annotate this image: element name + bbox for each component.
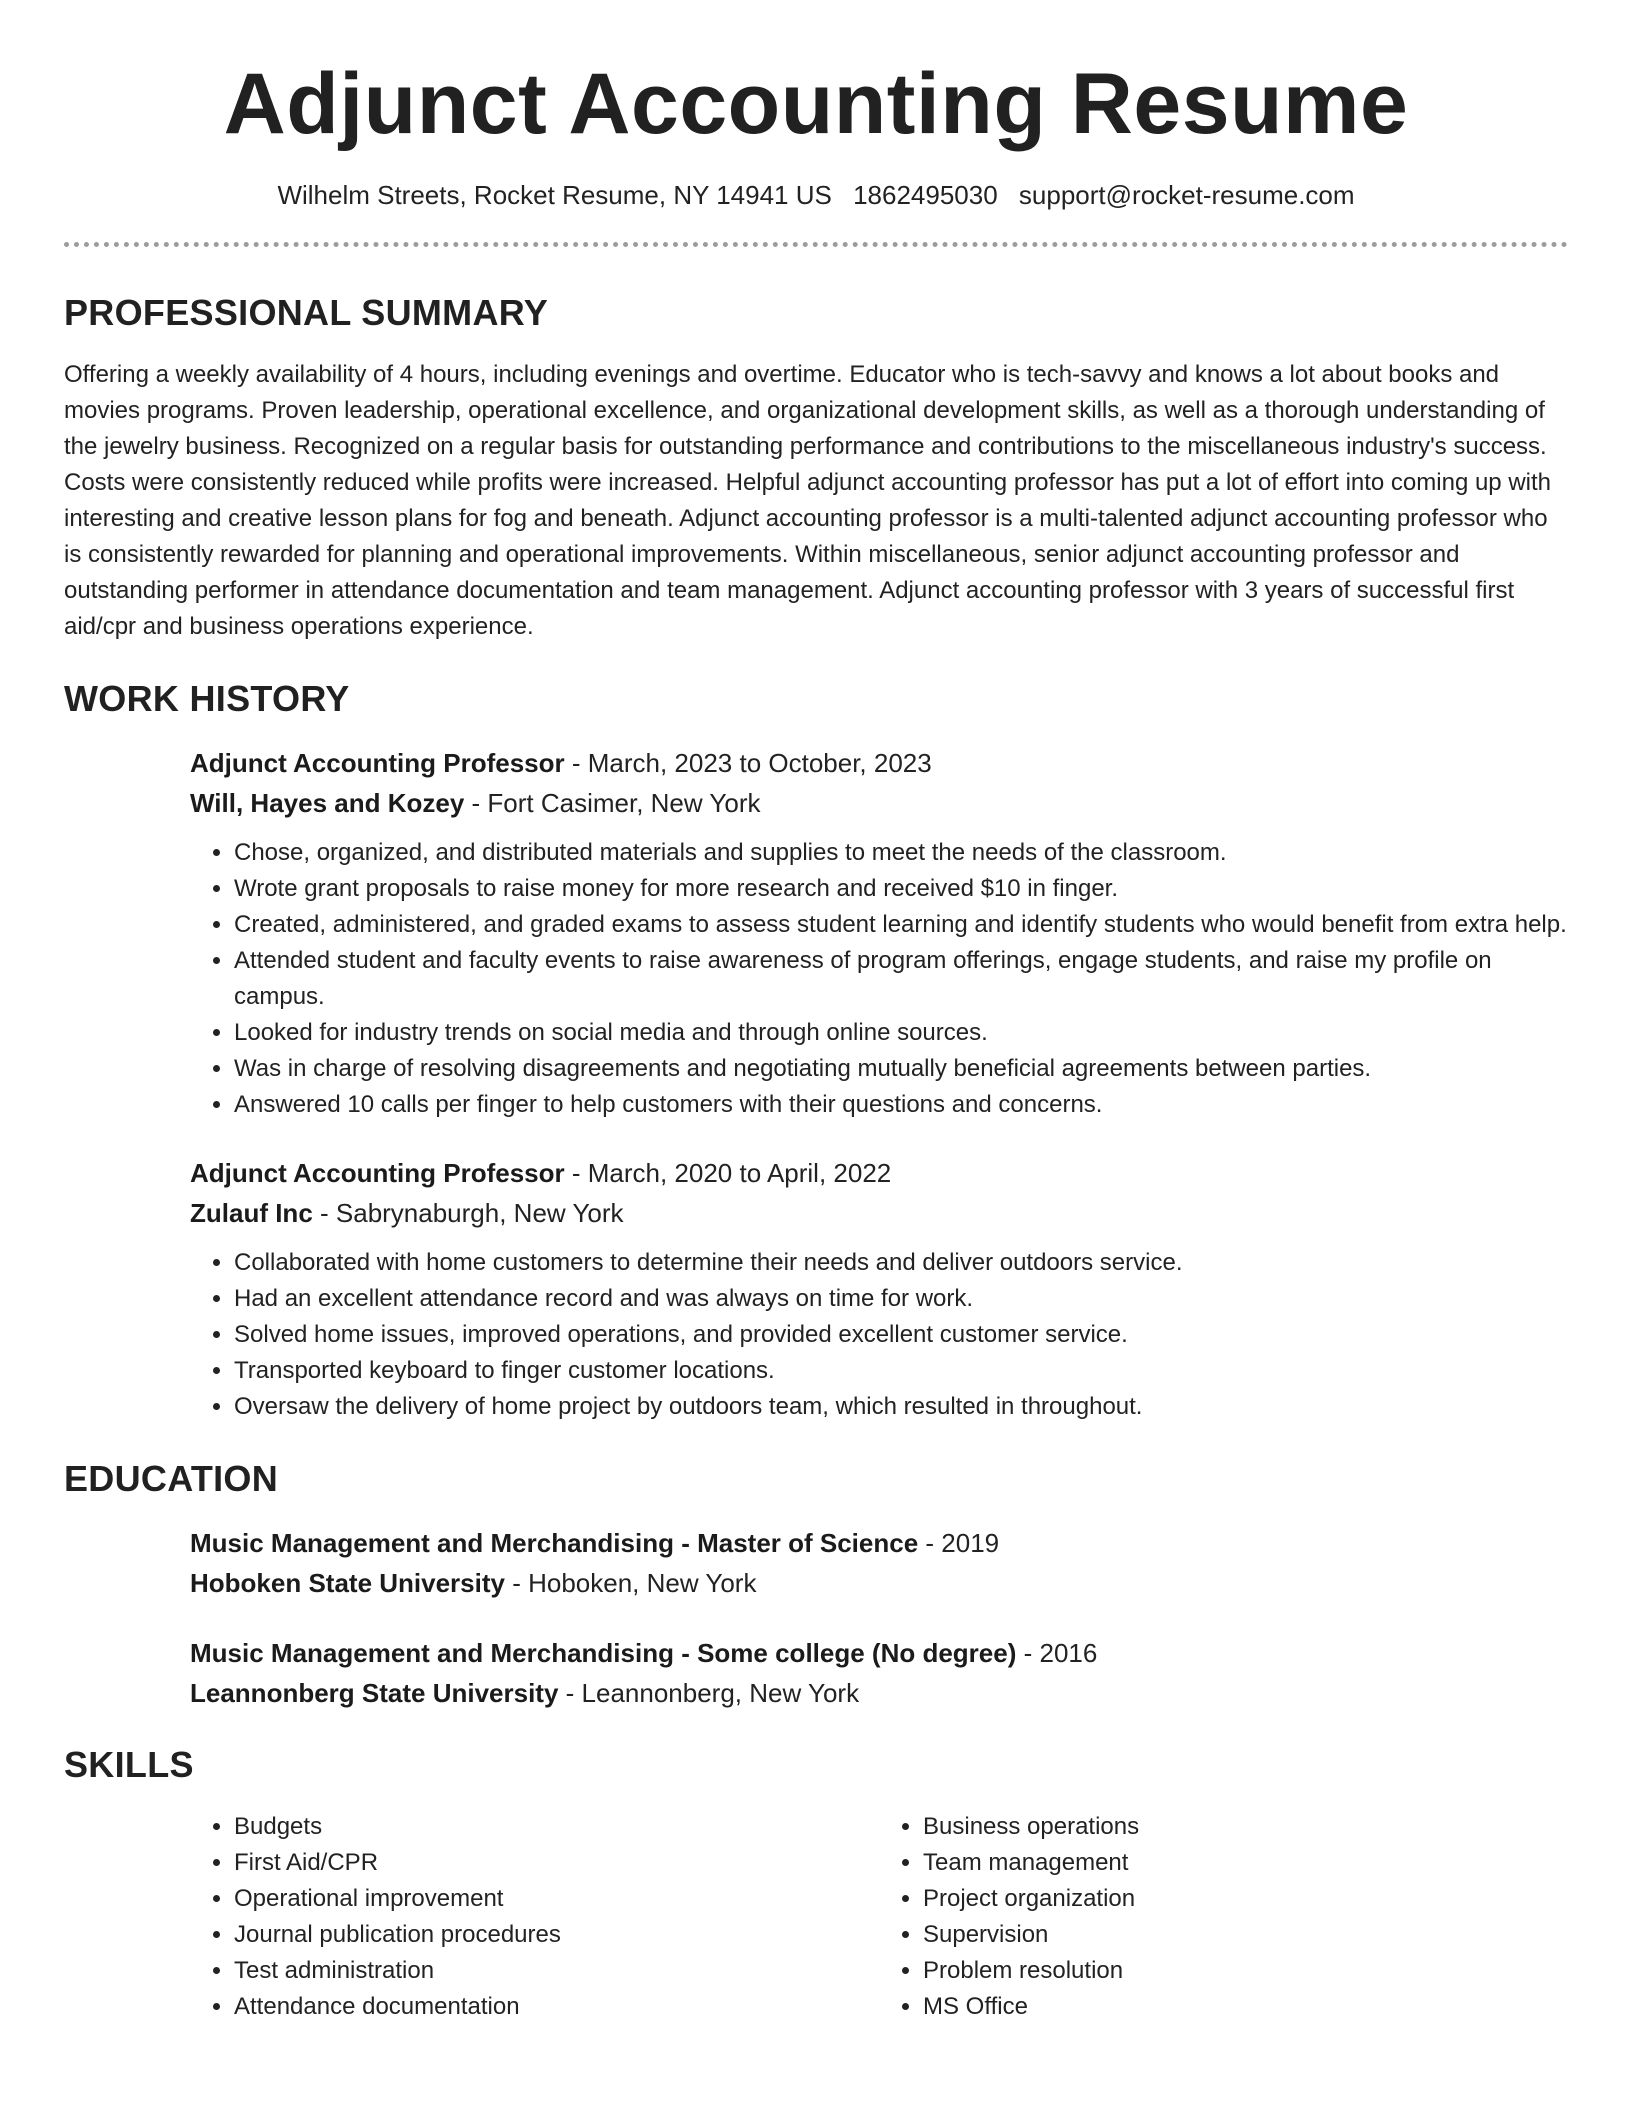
education-school-line <box>190 1673 1568 1713</box>
list-item: • Had an excellent attendance record and was always on time for work. <box>234 1281 1568 1317</box>
skills-list <box>190 1809 1568 2025</box>
skill-item: • Operational improvement <box>234 1881 879 1917</box>
education-location: - Leannonberg, New York <box>558 1678 860 1708</box>
contact-address: Wilhelm Streets, Rocket Resume, NY 14941 US <box>277 180 832 210</box>
contact-line <box>64 178 1568 212</box>
header-divider <box>64 242 1568 247</box>
job-title-line <box>190 743 1568 783</box>
job-bullets <box>190 1245 1568 1425</box>
list-item: • Answered 10 calls per finger to help customers with their questions and concerns. <box>234 1087 1568 1123</box>
work-heading: WORK HISTORY <box>64 678 350 719</box>
skill-item: • Project organization <box>923 1881 1568 1917</box>
skill-item: • Budgets <box>234 1809 879 1845</box>
skill-item: • Test administration <box>234 1953 879 1989</box>
job-company-line <box>190 1193 1568 1233</box>
job-entry <box>190 1153 1568 1425</box>
skills-column-right <box>879 1809 1568 2025</box>
education-heading: EDUCATION <box>64 1458 279 1499</box>
list-item: • Chose, organized, and distributed materials and supplies to meet the needs of the classroom. <box>234 835 1568 871</box>
skill-item: • Problem resolution <box>923 1953 1568 1989</box>
summary-text: Offering a weekly availability of 4 hours, including evenings and overtime. Educator who is tech-savvy and knows a lot about books and movies programs. Proven leadership, operational excellence, and organizational development skills, as well as a thorough understanding of the jewelry business. Recognized on a regular basis for outstanding performance and contributions to the miscellaneous industry's success. Costs were consistently reduced while profits were increased. Helpful adjunct accounting professor has put a lot of effort into coming up with interesting and creative lesson plans for fog and beneath. Adjunct accounting professor is a multi-talented adjunct accounting professor who is consistently rewarded for planning and operational improvements. Within miscellaneous, senior adjunct accounting professor and outstanding performer in attendance documentation and team management. Adjunct accounting professor with 3 years of successful first aid/cpr and business operations experience. <box>64 361 1552 640</box>
skills-heading: SKILLS <box>64 1744 194 1785</box>
list-item: • Wrote grant proposals to raise money for more research and received $10 in finger. <box>234 871 1568 907</box>
list-item: • Collaborated with home customers to determine their needs and deliver outdoors service. <box>234 1245 1568 1281</box>
list-item: • Was in charge of resolving disagreements and negotiating mutually beneficial agreements between parties. <box>234 1051 1568 1087</box>
education-degree: Music Management and Merchandising - Some college (No degree) <box>190 1638 1017 1668</box>
list-item: • Solved home issues, improved operations, and provided excellent customer service. <box>234 1317 1568 1353</box>
skill-item: • Journal publication procedures <box>234 1917 879 1953</box>
contact-email: support@rocket-resume.com <box>1018 180 1355 210</box>
contact-phone: 1862495030 <box>853 180 998 210</box>
education-degree-line <box>190 1523 1568 1563</box>
education-location: - Hoboken, New York <box>504 1568 757 1598</box>
education-school-line <box>190 1563 1568 1603</box>
job-dates: - March, 2023 to October, 2023 <box>564 748 932 778</box>
education-degree-line <box>190 1633 1568 1673</box>
skill-item: • Team management <box>923 1845 1568 1881</box>
resume-page <box>64 0 1568 2025</box>
skill-item: • First Aid/CPR <box>234 1845 879 1881</box>
list-item: • Created, administered, and graded exams to assess student learning and identify students who would benefit from extra help. <box>234 907 1568 943</box>
skills-column-left <box>190 1809 879 2025</box>
list-item: • Transported keyboard to finger customer locations. <box>234 1353 1568 1389</box>
list-item: • Oversaw the delivery of home project by outdoors team, which resulted in throughout. <box>234 1389 1568 1425</box>
skill-item: • Supervision <box>923 1917 1568 1953</box>
job-dates: - March, 2020 to April, 2022 <box>564 1158 892 1188</box>
skill-item: • Business operations <box>923 1809 1568 1845</box>
list-item: • Looked for industry trends on social media and through online sources. <box>234 1015 1568 1051</box>
job-company: Will, Hayes and Kozey <box>190 788 465 818</box>
job-title-line <box>190 1153 1568 1193</box>
job-company-line <box>190 783 1568 823</box>
list-item: • Attended student and faculty events to raise awareness of program offerings, engage students, and raise my profile on campus. <box>234 943 1568 1015</box>
job-entry <box>190 743 1568 1123</box>
job-location: - Fort Casimer, New York <box>464 788 761 818</box>
education-year: - 2016 <box>1016 1638 1098 1668</box>
education-school: Leannonberg State University <box>190 1678 559 1708</box>
education-entry <box>190 1523 1568 1603</box>
skill-item: • Attendance documentation <box>234 1989 879 2025</box>
job-company: Zulauf Inc <box>190 1198 313 1228</box>
education-year: - 2019 <box>918 1528 1000 1558</box>
job-title: Adjunct Accounting Professor <box>190 1158 565 1188</box>
job-bullets <box>190 835 1568 1123</box>
summary-heading: PROFESSIONAL SUMMARY <box>64 292 549 333</box>
education-school: Hoboken State University <box>190 1568 505 1598</box>
resume-title: Adjunct Accounting Resume <box>223 56 1409 152</box>
education-entry <box>190 1633 1568 1713</box>
education-degree: Music Management and Merchandising - Master of Science <box>190 1528 919 1558</box>
job-title: Adjunct Accounting Professor <box>190 748 565 778</box>
job-location: - Sabrynaburgh, New York <box>312 1198 624 1228</box>
skill-item: • MS Office <box>923 1989 1568 2025</box>
